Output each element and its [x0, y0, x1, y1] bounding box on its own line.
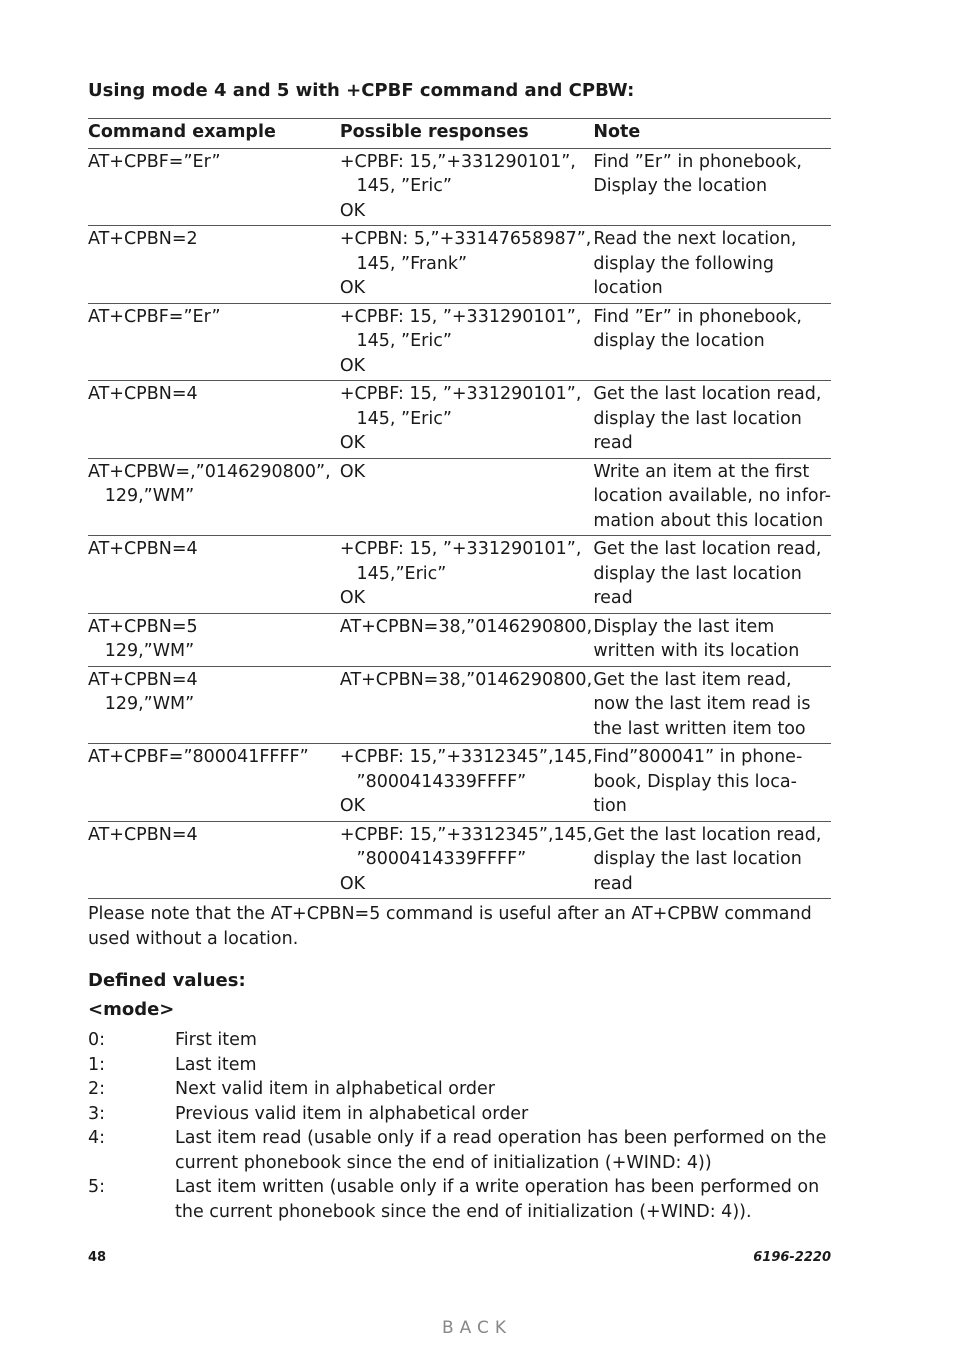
- response-cell-line: OK: [339, 355, 366, 376]
- note-cell-line: location available, no infor-: [593, 486, 831, 506]
- mode-item: [88, 1053, 831, 1078]
- response-cell-line: 145, ”Eric”: [339, 408, 452, 429]
- mode-key: 3:: [88, 1103, 106, 1124]
- response-cell-line: ”8000414339FFFF”: [339, 771, 527, 792]
- mode-parameter-label: <mode>: [88, 999, 175, 1020]
- header-note: Note: [593, 122, 641, 142]
- header-possible-responses: Possible responses: [339, 122, 529, 142]
- note-cell: [593, 148, 831, 226]
- command-cell: [88, 821, 340, 899]
- note-cell-line: display the last location: [593, 408, 802, 429]
- note-cell-line: the last written item too: [593, 718, 806, 739]
- command-cell: [88, 744, 340, 822]
- command-cell-line: AT+CPBW=,”0146290800”,: [88, 461, 331, 482]
- command-cell-line: AT+CPBN=4: [88, 384, 198, 404]
- note-cell: [593, 303, 831, 381]
- note-cell-line: Get the last location read,: [593, 384, 822, 404]
- response-cell: [340, 303, 593, 381]
- header-command-example: Command example: [88, 122, 276, 142]
- table-row: [88, 303, 831, 381]
- response-cell: [340, 821, 593, 899]
- usage-note: Please note that the AT+CPBN=5 command is useful after an AT+CPBW command used without a location.: [88, 904, 812, 949]
- note-cell-line: location: [593, 278, 663, 298]
- command-cell: [88, 148, 340, 226]
- note-cell: [593, 536, 831, 614]
- note-cell: [593, 381, 831, 459]
- command-cell: [88, 458, 340, 536]
- document-number: 6196-2220: [753, 1250, 831, 1265]
- note-cell-line: tion: [593, 796, 627, 816]
- note-cell-line: now the last item read is: [593, 694, 811, 714]
- command-cell-line: AT+CPBF=”800041FFFF”: [88, 747, 309, 767]
- table-row: [88, 381, 831, 459]
- command-cell: [88, 226, 340, 304]
- command-cell: [88, 303, 340, 381]
- response-cell-line: +CPBF: 15,”+3312345”,145,: [339, 747, 593, 767]
- note-cell: [593, 613, 831, 666]
- note-cell-line: Get the last location read,: [593, 824, 822, 845]
- response-cell-line: OK: [339, 278, 366, 298]
- note-cell-line: mation about this location: [593, 510, 824, 531]
- page-number: 48: [88, 1250, 107, 1265]
- table-row: [88, 666, 831, 744]
- response-cell: [340, 226, 593, 304]
- table-row: [88, 613, 831, 666]
- note-cell-line: Write an item at the first: [593, 461, 810, 482]
- response-cell-line: AT+CPBN=38,”0146290800,: [339, 616, 593, 637]
- note-cell-line: display the following: [593, 253, 774, 274]
- command-cell-line: 129,”WM”: [88, 486, 195, 506]
- response-cell: [340, 744, 593, 822]
- note-cell-line: read: [593, 588, 633, 608]
- mode-key: 4:: [88, 1128, 106, 1148]
- response-cell: [340, 613, 593, 666]
- response-cell-line: OK: [339, 873, 366, 894]
- response-cell: [340, 381, 593, 459]
- note-cell-line: read: [593, 873, 633, 894]
- note-cell-line: display the location: [593, 331, 765, 351]
- mode-description: Last item: [175, 1054, 257, 1075]
- command-cell: [88, 613, 340, 666]
- note-cell: [593, 226, 831, 304]
- response-cell: [340, 458, 593, 536]
- note-cell: [593, 458, 831, 536]
- command-cell-line: AT+CPBN=4: [88, 824, 198, 845]
- response-cell: [340, 536, 593, 614]
- command-cell-line: AT+CPBF=”Er”: [88, 151, 221, 172]
- response-cell-line: OK: [339, 433, 366, 453]
- mode-description: First item: [175, 1030, 257, 1050]
- table-row: [88, 226, 831, 304]
- table-body: [88, 148, 831, 899]
- note-cell-line: display the last location: [593, 563, 802, 584]
- response-cell-line: +CPBN: 5,”+33147658987”,: [339, 229, 592, 249]
- mode-key: 0:: [88, 1030, 106, 1050]
- section-heading: Using mode 4 and 5 with +CPBF command and CPBW:: [88, 80, 635, 101]
- response-cell-line: 145, ”Eric”: [339, 331, 452, 351]
- command-cell-line: AT+CPBN=5: [88, 616, 198, 637]
- note-cell-line: written with its location: [593, 641, 800, 661]
- note-cell-line: Find ”Er” in phonebook,: [593, 151, 802, 172]
- note-cell-line: Get the last location read,: [593, 539, 822, 559]
- mode-key: 1:: [88, 1054, 106, 1075]
- mode-item: [88, 1102, 831, 1127]
- mode-key: 2:: [88, 1079, 106, 1099]
- note-cell: [593, 666, 831, 744]
- command-cell-line: AT+CPBN=4: [88, 539, 198, 559]
- note-cell-line: book, Display this loca-: [593, 771, 797, 792]
- mode-description: Next valid item in alphabetical order: [175, 1079, 495, 1099]
- response-cell-line: OK: [339, 461, 366, 482]
- command-cell-line: AT+CPBN=2: [88, 229, 198, 249]
- response-cell-line: 145,”Eric”: [339, 563, 447, 584]
- response-cell-line: +CPBF: 15, ”+331290101”,: [339, 539, 582, 559]
- response-cell: [340, 148, 593, 226]
- response-cell-line: OK: [339, 588, 366, 608]
- response-cell-line: AT+CPBN=38,”0146290800,: [339, 669, 593, 690]
- back-link[interactable]: BACK: [441, 1318, 512, 1338]
- response-cell-line: +CPBF: 15, ”+331290101”,: [339, 384, 582, 404]
- response-cell-line: OK: [339, 200, 366, 221]
- mode-description: Last item written (usable only if a write operation has been performed on the current phonebook since the end of initialization (+WIND: 4)).: [175, 1177, 820, 1222]
- response-cell-line: 145, ”Frank”: [339, 253, 468, 274]
- note-cell-line: Read the next location,: [593, 229, 797, 249]
- table-row: [88, 821, 831, 899]
- mode-description: Previous valid item in alphabetical order: [175, 1103, 529, 1124]
- response-cell-line: +CPBF: 15,”+331290101”,: [339, 151, 576, 172]
- note-cell-line: read: [593, 433, 633, 453]
- response-cell-line: 145, ”Eric”: [339, 176, 452, 196]
- response-cell-line: +CPBF: 15,”+3312345”,145,: [339, 824, 593, 845]
- note-cell-line: Display the last item: [593, 616, 775, 637]
- note-cell-line: Find”800041” in phone-: [593, 747, 803, 767]
- defined-values-heading: Defined values:: [88, 970, 246, 991]
- command-cell-line: 129,”WM”: [88, 694, 195, 714]
- response-cell-line: ”8000414339FFFF”: [339, 849, 527, 869]
- note-cell-line: Find ”Er” in phonebook,: [593, 306, 802, 327]
- mode-item: [88, 1126, 831, 1175]
- command-cell: [88, 536, 340, 614]
- command-cell-line: 129,”WM”: [88, 641, 195, 661]
- table-row: [88, 744, 831, 822]
- command-cell: [88, 666, 340, 744]
- table-header-row: [88, 119, 831, 149]
- command-cell: [88, 381, 340, 459]
- table-row: [88, 148, 831, 226]
- mode-value-list: [88, 1028, 831, 1224]
- table-row: [88, 458, 831, 536]
- note-cell-line: Display the location: [593, 176, 768, 196]
- command-cell-line: AT+CPBF=”Er”: [88, 306, 221, 327]
- response-cell: [340, 666, 593, 744]
- mode-item: [88, 1028, 831, 1053]
- table-row: [88, 536, 831, 614]
- mode-item: [88, 1175, 831, 1224]
- note-cell-line: Get the last item read,: [593, 669, 792, 690]
- mode-description: Last item read (usable only if a read operation has been performed on the current phonebook since the end of initialization (+WIND: 4)): [175, 1128, 827, 1173]
- response-cell-line: +CPBF: 15, ”+331290101”,: [339, 306, 582, 327]
- mode-item: [88, 1077, 831, 1102]
- note-cell-line: display the last location: [593, 849, 802, 869]
- note-cell: [593, 821, 831, 899]
- mode-key: 5:: [88, 1177, 106, 1197]
- command-cell-line: AT+CPBN=4: [88, 669, 198, 690]
- note-cell: [593, 744, 831, 822]
- response-cell-line: OK: [339, 796, 366, 816]
- command-table: [88, 118, 831, 899]
